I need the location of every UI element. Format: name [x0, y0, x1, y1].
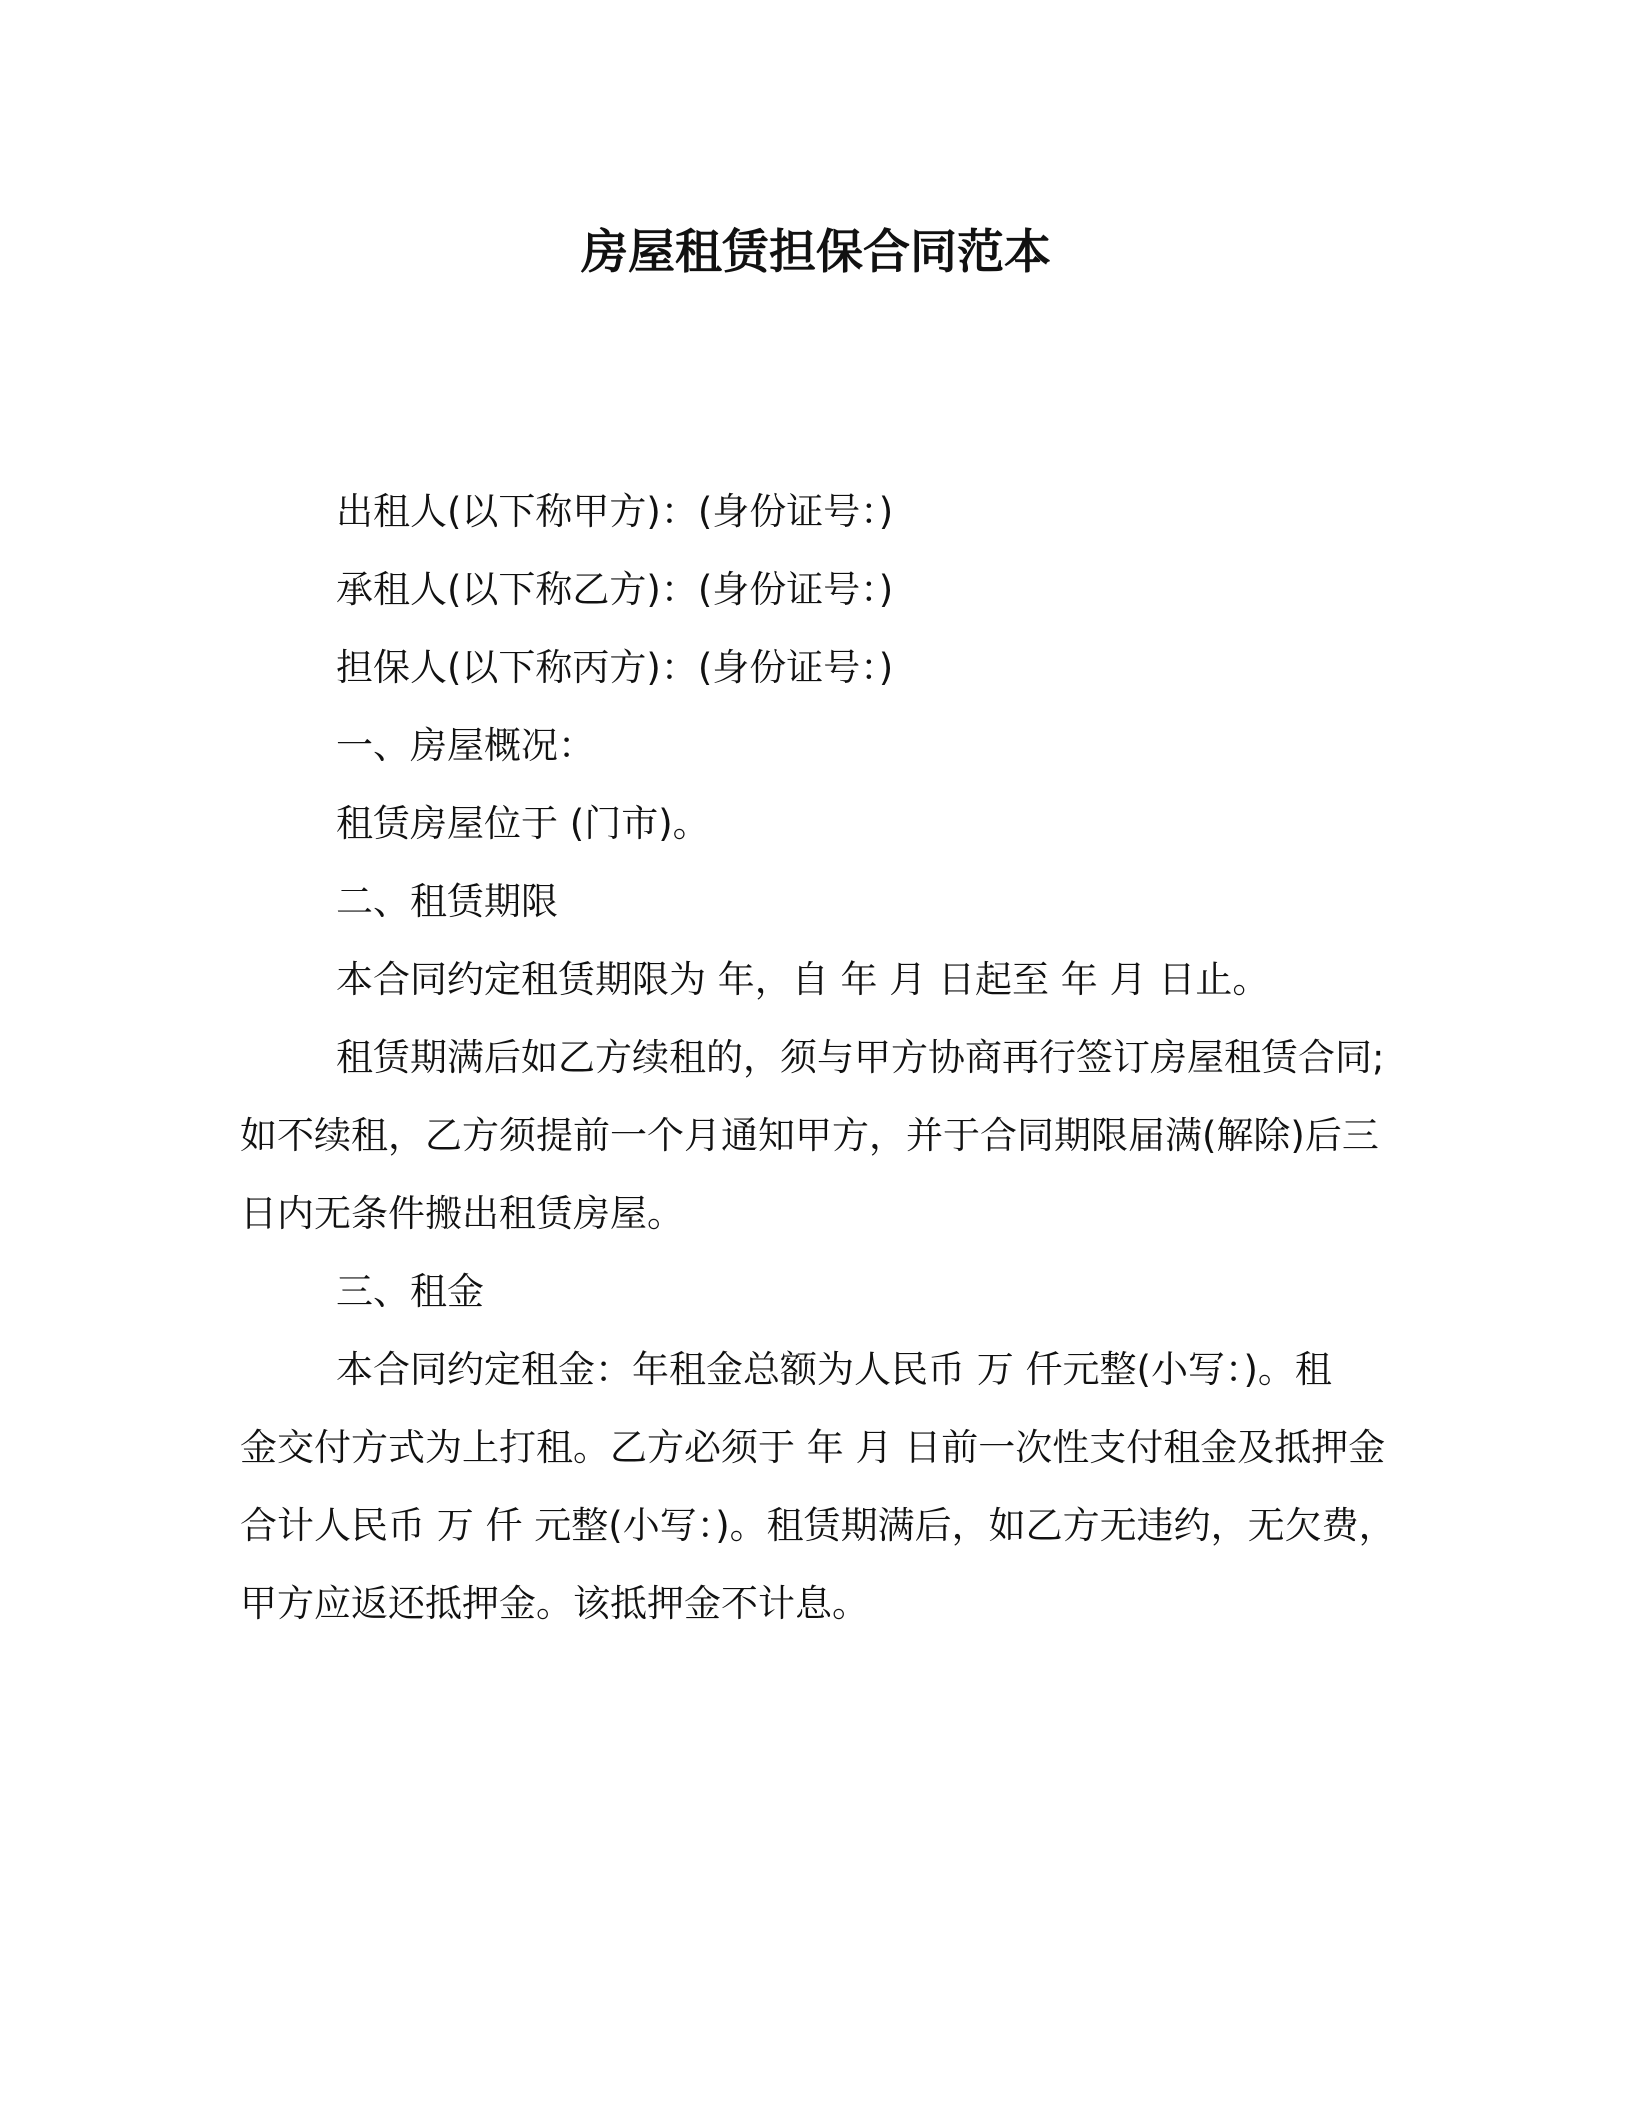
section3-para-line: 本合同约定租金：年租金总额为人民币 万 仟元整(小写：)。租 — [336, 1348, 1332, 1391]
party-lessee: 承租人(以下称乙方)：(身份证号：) — [336, 568, 894, 611]
party-lessor: 出租人(以下称甲方)：(身份证号：) — [336, 490, 894, 533]
section3-para-line: 甲方应返还抵押金。该抵押金不计息。 — [240, 1582, 869, 1625]
section2-body: 本合同约定租赁期限为 年，自 年 月 日起至 年 月 日止。 — [336, 958, 1270, 1001]
party-guarantor: 担保人(以下称丙方)：(身份证号：) — [336, 646, 894, 689]
section1-body: 租赁房屋位于 (门市)。 — [336, 802, 710, 845]
section3-paragraph — [240, 1344, 1410, 1630]
section2-para-line: 如不续租，乙方须提前一个月通知甲方，并于合同期限届满(解除)后三 — [240, 1114, 1379, 1157]
section2-heading: 二、租赁期限 — [336, 880, 558, 923]
document-body — [240, 486, 1410, 1630]
section2-para-line: 日内无条件搬出租赁房屋。 — [240, 1192, 684, 1235]
section2-para-line: 租赁期满后如乙方续租的，须与甲方协商再行签订房屋租赁合同; — [336, 1036, 1385, 1079]
section1-heading: 一、房屋概况： — [336, 724, 595, 767]
section2-paragraph — [240, 1032, 1410, 1240]
section3-heading: 三、租金 — [336, 1270, 484, 1313]
document-title: 房屋租赁担保合同范本 — [581, 225, 1051, 280]
section3-para-line: 合计人民币 万 仟 元整(小写：)。租赁期满后，如乙方无违约，无欠费， — [240, 1504, 1396, 1547]
section3-para-line: 金交付方式为上打租。乙方必须于 年 月 日前一次性支付租金及抵押金 — [240, 1426, 1386, 1469]
